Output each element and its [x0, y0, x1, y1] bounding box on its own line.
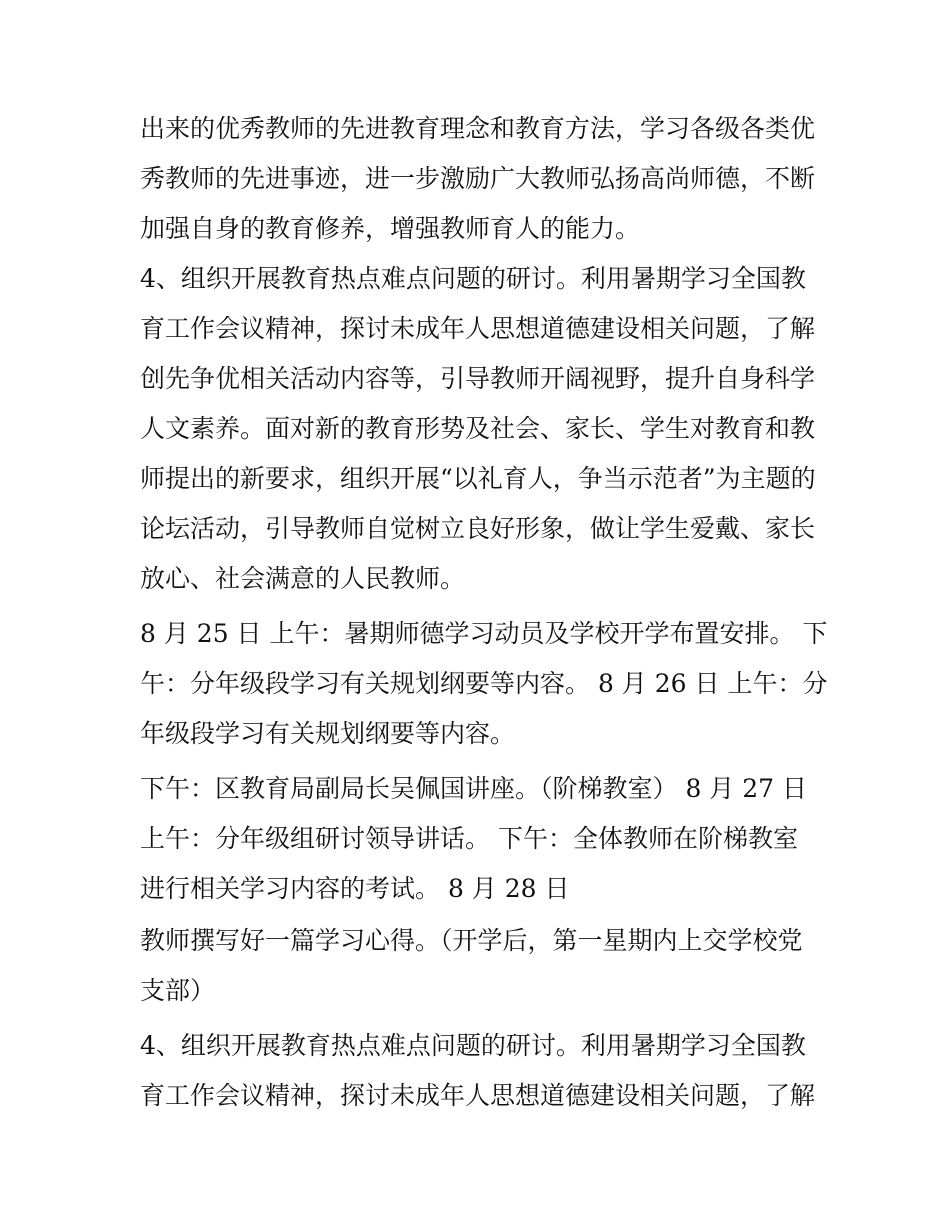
text-line: 论坛活动，引导教师自觉树立良好形象，做让学生爱戴、家长 [140, 514, 816, 543]
text-line: 师提出的新要求，组织开展“以礼育人，争当示范者”为主题的 [140, 464, 816, 493]
text-line: 出来的优秀教师的先进教育理念和教育方法，学习各级各类优 [140, 114, 816, 143]
text-line: 育工作会议精神，探讨未成年人思想道德建设相关问题，了解 [140, 1081, 816, 1110]
text-line: 教师撰写好一篇学习心得。（开学后，第一星期内上交学校党 [140, 926, 803, 955]
text-line: 4、组织开展教育热点难点问题的研讨。利用暑期学习全国教 [140, 264, 806, 293]
text-line: 人文素养。面对新的教育形势及社会、家长、学生对教育和教 [140, 414, 816, 443]
text-line: 年级段学习有关规划纲要等内容。 [140, 719, 516, 748]
text-line: 4、组织开展教育热点难点问题的研讨。利用暑期学习全国教 [140, 1031, 806, 1060]
text-line: 进行相关学习内容的考试。 8 月 28 日 [140, 874, 570, 903]
text-line: 8 月 25 日 上午：暑期师德学习动员及学校开学布置安排。 下 [140, 619, 828, 648]
text-line: 下午：区教育局副局长吴佩国讲座。（阶梯教室） 8 月 27 日 [140, 774, 808, 803]
text-line: 午：分年级段学习有关规划纲要等内容。 8 月 26 日 上午：分 [140, 669, 828, 698]
text-line: 创先争优相关活动内容等，引导教师开阔视野，提升自身科学 [140, 364, 816, 393]
text-line: 加强自身的教育修养，增强教师育人的能力。 [140, 214, 641, 243]
text-line: 育工作会议精神，探讨未成年人思想道德建设相关问题，了解 [140, 314, 816, 343]
text-line: 支部） [140, 976, 216, 1005]
text-line: 秀教师的先进事迹，进一步激励广大教师弘扬高尚师德，不断 [140, 164, 816, 193]
text-line: 放心、社会满意的人民教师。 [140, 564, 466, 593]
text-line: 上午：分年级组研讨领导讲话。 下午：全体教师在阶梯教室 [140, 824, 798, 853]
